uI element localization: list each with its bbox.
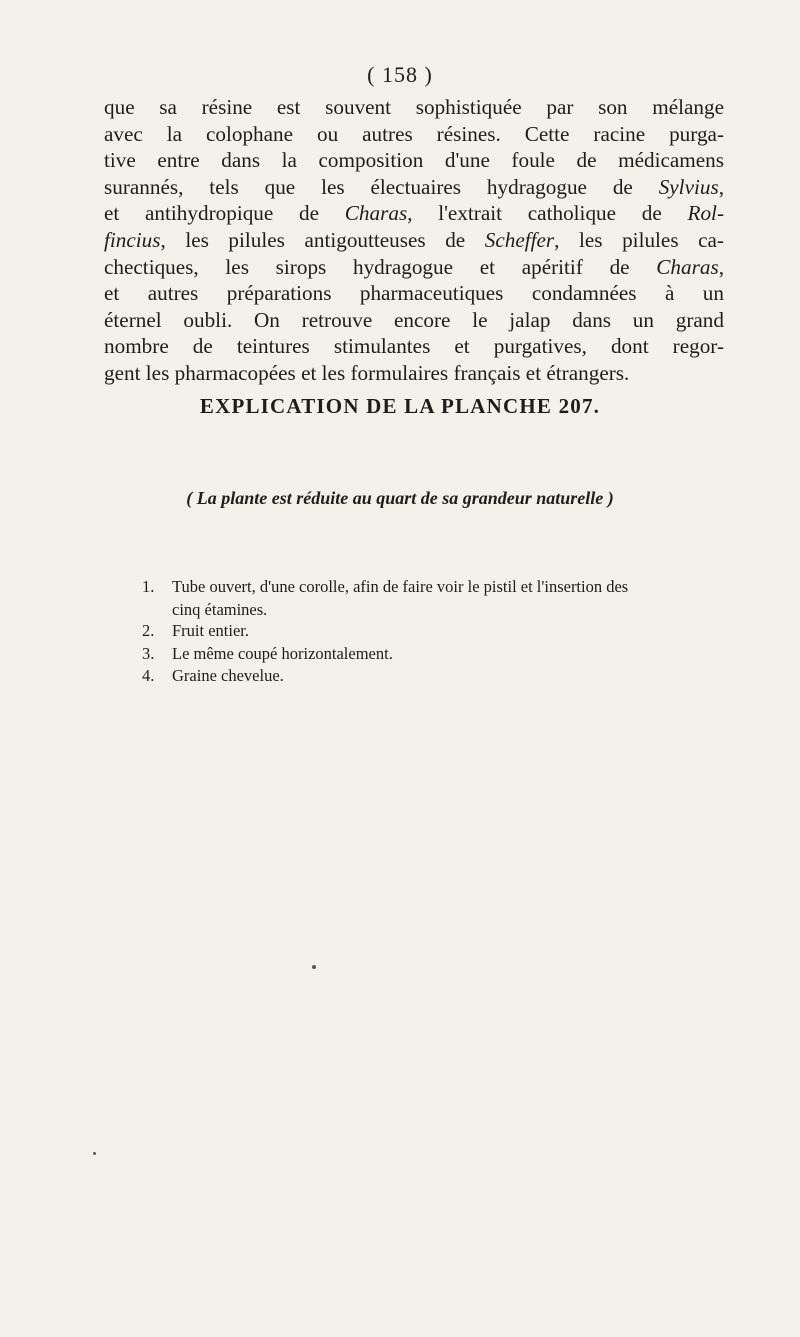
legend-text: Graine chevelue. bbox=[172, 666, 284, 685]
legend-number: 3. bbox=[142, 643, 155, 663]
plate-legend bbox=[142, 576, 742, 688]
paragraph-line bbox=[104, 360, 724, 387]
page-number: ( 158 ) bbox=[367, 62, 433, 87]
legend-text: Fruit entier. bbox=[172, 621, 249, 640]
text-run: avec la colophane ou autres résines. Cette racine purga- bbox=[104, 121, 724, 146]
italic-name: Rol- bbox=[687, 201, 724, 226]
text-run: surannés, tels que les électuaires hydragogue de bbox=[104, 174, 659, 199]
legend-text: Tube ouvert, d'une corolle, afin de faire voir le pistil et l'insertion des bbox=[172, 577, 629, 596]
italic-name: Sylvius bbox=[658, 174, 719, 199]
italic-name: Scheffer bbox=[484, 227, 555, 252]
italic-name: fincius bbox=[104, 227, 161, 252]
paragraph-line bbox=[104, 333, 724, 360]
body-paragraph bbox=[104, 94, 724, 387]
legend-item bbox=[142, 620, 742, 642]
text-run: et antihydropique de bbox=[104, 201, 345, 226]
paragraph-line bbox=[104, 280, 724, 307]
paragraph-line bbox=[104, 147, 724, 174]
plate-subheading: ( La plante est réduite au quart de sa grandeur naturelle ) bbox=[186, 488, 614, 508]
paragraph-line bbox=[104, 94, 724, 121]
legend-text: Le même coupé horizontalement. bbox=[172, 643, 393, 663]
paragraph-line bbox=[104, 121, 724, 148]
paragraph-line bbox=[104, 254, 724, 281]
text-run: , l'extrait catholique de bbox=[407, 201, 688, 226]
paragraph-line bbox=[104, 174, 724, 201]
text-run: gent les pharmacopées et les formulaires français et étrangers. bbox=[104, 360, 630, 385]
text-run: nombre de teintures stimulantes et purgatives, dont regor- bbox=[104, 334, 724, 359]
paper-speck bbox=[93, 1152, 96, 1155]
text-run: tive entre dans la composition d'une foule de médicamens bbox=[104, 148, 724, 173]
text-run: , les pilules antigoutteuses de bbox=[160, 227, 485, 252]
legend-number: 1. bbox=[142, 577, 155, 596]
paragraph-line bbox=[104, 307, 724, 334]
paragraph-line bbox=[104, 200, 724, 227]
legend-number: 4. bbox=[142, 666, 155, 685]
italic-name: Charas bbox=[344, 201, 408, 226]
paper-speck bbox=[312, 965, 316, 969]
text-run: et autres préparations pharmaceutiques condamnées à un bbox=[104, 281, 724, 306]
legend-item bbox=[142, 643, 742, 665]
paragraph-line bbox=[104, 227, 724, 254]
text-run: , bbox=[718, 174, 724, 199]
text-run: que sa résine est souvent sophistiquée par son mélange bbox=[104, 95, 724, 119]
legend-text-continuation: cinq étamines. bbox=[172, 599, 268, 619]
legend-number: 2. bbox=[142, 621, 155, 640]
text-run: , bbox=[718, 254, 724, 279]
plate-heading: EXPLICATION DE LA PLANCHE 207. bbox=[199, 394, 601, 418]
italic-name: Charas bbox=[656, 254, 719, 279]
text-run: , les pilules ca- bbox=[554, 227, 724, 252]
text-run: chectiques, les sirops hydragogue et apéritif de bbox=[104, 254, 657, 279]
text-run: éternel oubli. On retrouve encore le jalap dans un grand bbox=[104, 307, 724, 332]
legend-item bbox=[142, 576, 742, 620]
legend-item bbox=[142, 665, 742, 687]
